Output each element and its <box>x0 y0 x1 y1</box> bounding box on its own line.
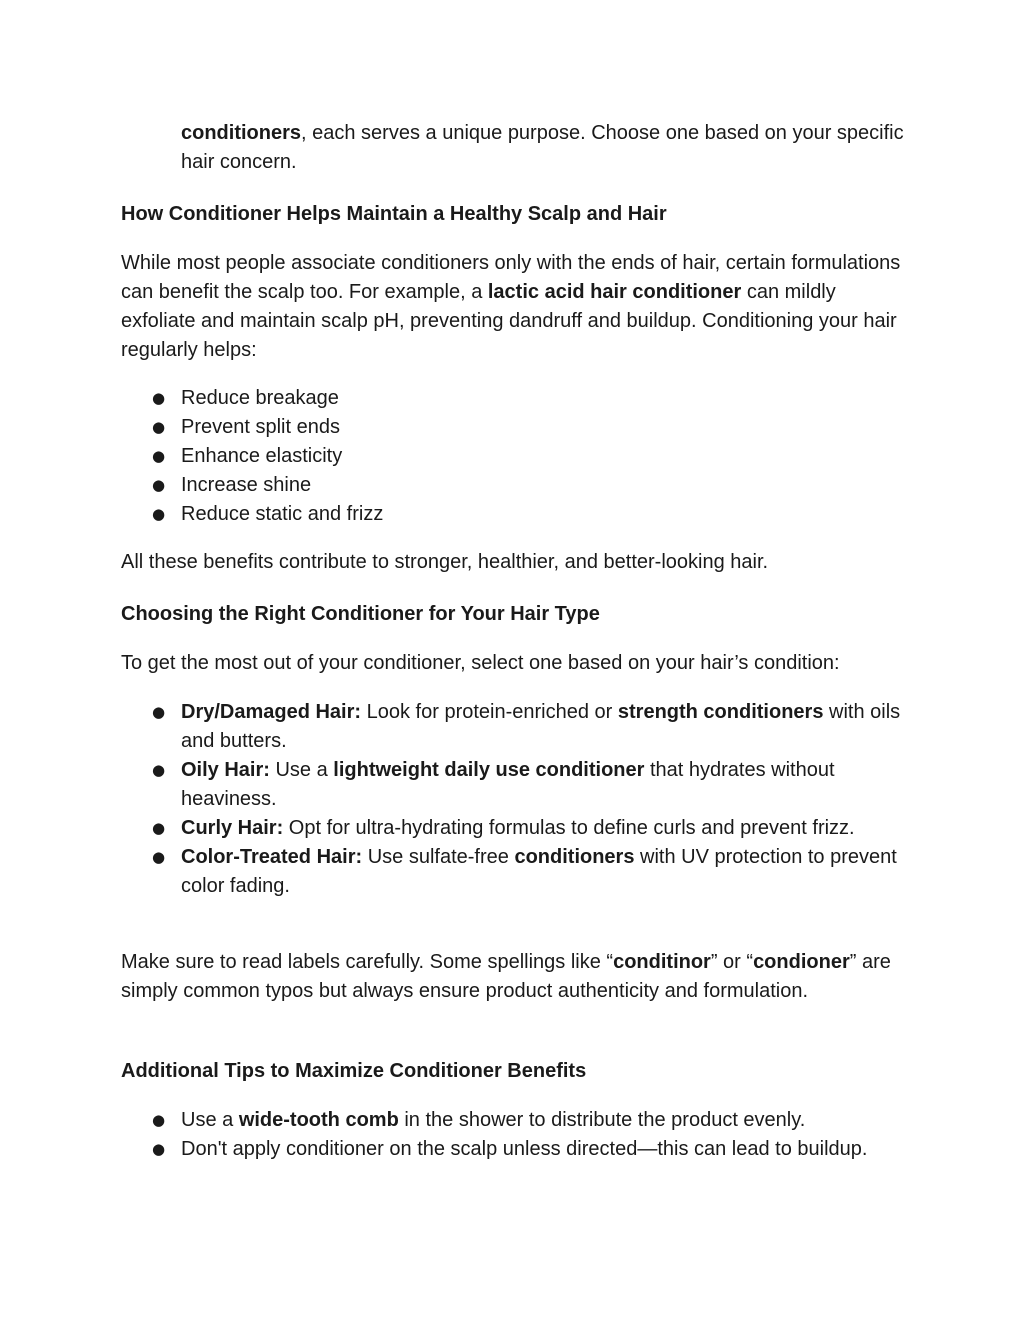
list-item <box>181 814 911 843</box>
list-item <box>181 843 911 901</box>
section-heading-tips: Additional Tips to Maximize Conditioner Benefits <box>121 1060 587 1082</box>
bold-term: conditioners <box>514 846 635 868</box>
list-item: ● Don't apply conditioner on the scalp unless directed—this can lead to buildup. <box>181 1135 911 1164</box>
bold-term: wide-tooth comb <box>238 1109 399 1131</box>
bold-term: strength conditioners <box>617 701 824 723</box>
typo-note <box>121 948 911 1006</box>
text-run: Make sure to read labels carefully. Some spellings like “ <box>121 951 614 973</box>
text-run: ” are simply common typos but always ensure product authenticity and formulation. <box>121 951 891 1002</box>
bold-term: condioner <box>753 951 850 973</box>
bold-term: conditioners <box>181 122 302 144</box>
text-run: While most people associate conditioners only with the ends of hair, certain formulations can benefit the scalp too. For example, a <box>121 252 901 303</box>
text-run: in the shower to distribute the product evenly. <box>398 1109 806 1131</box>
scalp-paragraph <box>121 249 911 365</box>
hair-type-list <box>181 698 911 901</box>
bold-term: conditinor <box>613 951 711 973</box>
benefits-list <box>181 384 911 529</box>
list-item: ● Enhance elasticity <box>181 442 911 471</box>
benefits-summary: All these benefits contribute to stronger, healthier, and better-looking hair. <box>121 551 769 573</box>
text-run: with UV protection to prevent color fading. <box>181 846 897 897</box>
text-run: Use sulfate-free <box>362 846 515 868</box>
bold-label: Oily Hair: <box>181 759 270 781</box>
text-run: can mildly exfoliate and maintain scalp pH, preventing dandruff and buildup. Conditioning your hair regularly helps: <box>121 281 897 361</box>
tips-list <box>181 1106 911 1164</box>
text-run: Use a <box>269 759 334 781</box>
bold-term: lactic acid hair conditioner <box>487 281 742 303</box>
bold-label: Dry/Damaged Hair: <box>181 701 362 723</box>
list-item: ● Reduce breakage <box>181 384 911 413</box>
list-item: ● Increase shine <box>181 471 911 500</box>
section-heading-hair-type: Choosing the Right Conditioner for Your Hair Type <box>121 603 600 625</box>
text-run: with oils and butters. <box>181 701 901 752</box>
list-item <box>181 756 911 814</box>
bold-label: Curly Hair: <box>181 817 284 839</box>
intro-continuation <box>181 119 911 177</box>
text-run: ” or “ <box>710 951 754 973</box>
text-run: , each serves a unique purpose. Choose one based on your specific hair concern. <box>181 122 904 173</box>
hair-type-intro: To get the most out of your conditioner, select one based on your hair’s condition: <box>121 652 840 674</box>
text-run: Look for protein-enriched or <box>361 701 618 723</box>
list-item <box>181 1106 911 1135</box>
text-run: Use a <box>181 1109 239 1131</box>
list-item: ● Reduce static and frizz <box>181 500 911 529</box>
text-run: Opt for ultra-hydrating formulas to define curls and prevent frizz. <box>283 817 855 839</box>
bold-label: Color-Treated Hair: <box>181 846 363 868</box>
section-heading-scalp-hair: How Conditioner Helps Maintain a Healthy Scalp and Hair <box>121 203 667 225</box>
bold-term: lightweight daily use conditioner <box>333 759 645 781</box>
list-item: ● Prevent split ends <box>181 413 911 442</box>
list-item <box>181 698 911 756</box>
text-run: that hydrates without heaviness. <box>181 759 835 810</box>
